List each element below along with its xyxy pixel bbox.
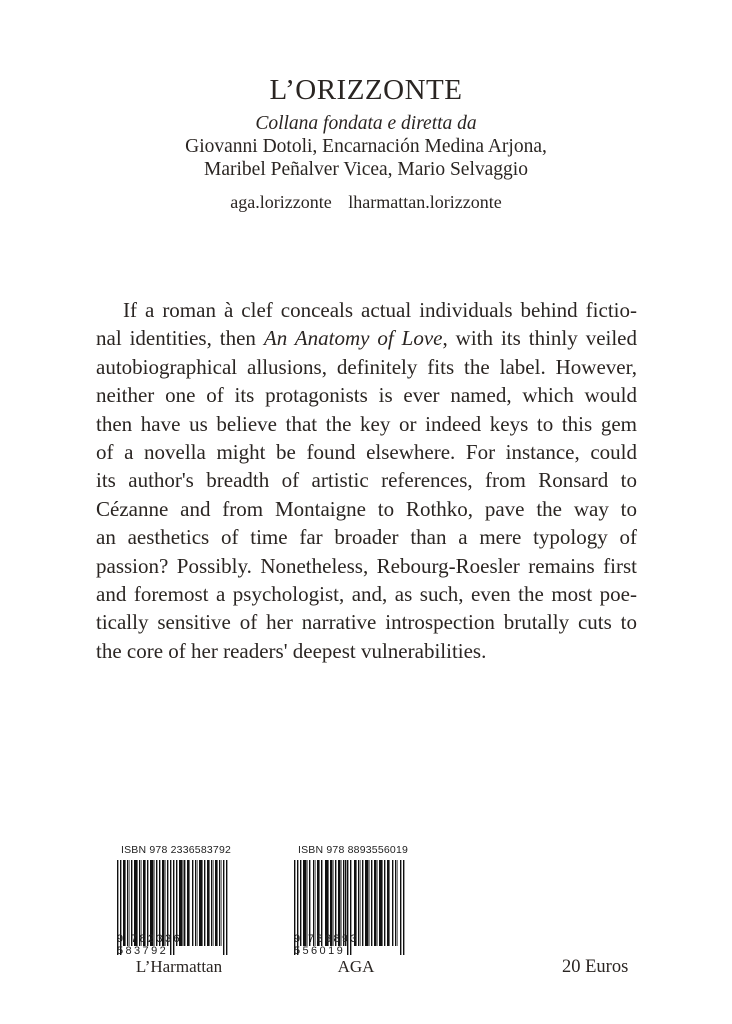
blurb-paragraph: [96, 296, 637, 665]
barcode-digits: 9 788893 556019: [294, 933, 360, 957]
blurb-line: of a novella might be found elsewhere. For instance, could: [96, 439, 637, 464]
blurb-line: Cézanne and from Montaigne to Rothko, pave the way to: [96, 496, 637, 521]
blurb-line: nal identities, then An Anatomy of Love, with its thinly veiled: [96, 326, 637, 351]
directors-line-2: Maribel Peñalver Vicea, Mario Selvaggio: [204, 159, 528, 180]
barcode-digits: 9 782336 583792: [117, 933, 183, 957]
barcode-image: [107, 860, 237, 955]
blurb-line: passion? Possibly. Nonetheless, Rebourg-Roesler remains first: [96, 553, 637, 578]
directors-line-1: Giovanni Dotoli, Encarnación Medina Arjona,: [185, 136, 547, 157]
blurb-line: its author's breadth of artistic references, from Ronsard to: [96, 468, 637, 493]
series-subtitle: Collana fondata e diretta da: [255, 113, 477, 134]
website-lharmattan: lharmattan.lorizzonte: [348, 192, 502, 212]
websites: [0, 191, 732, 213]
blurb-line: and foremost a psychologist, and, as such, even the most poe-: [96, 581, 637, 606]
blurb-line: autobiographical allusions, definitely fits the label. However,: [96, 354, 637, 379]
website-aga: aga.lorizzonte: [230, 192, 332, 212]
book-title: An Anatomy of Love: [263, 326, 443, 351]
blurb-line: an aesthetics of time far broader than a mere typology of: [96, 525, 637, 550]
barcode-image: [284, 860, 414, 955]
isbn-label: ISBN 978 8893556019: [297, 844, 409, 856]
publisher-name: AGA: [337, 957, 375, 976]
publisher-name: L’Harmattan: [135, 957, 223, 976]
blurb-line: neither one of its protagonists is ever named, which would: [96, 383, 637, 408]
barcode-block-aga: [284, 843, 414, 977]
barcode-block-lharmattan: [107, 843, 237, 977]
blurb-line: tically sensitive of her narrative introspection brutally cuts to: [96, 610, 637, 635]
isbn-label: ISBN 978 2336583792: [120, 844, 232, 856]
blurb-line: If a roman à clef conceals actual individuals behind fictio-: [123, 298, 637, 322]
blurb-line: the core of her readers' deepest vulnerabilities.: [96, 638, 487, 663]
price-label: 20 Euros: [562, 957, 629, 977]
series-title: L’ORIZZONTE: [269, 74, 463, 106]
blurb-line: then have us believe that the key or indeed keys to this gem: [96, 411, 637, 436]
series-header: [0, 72, 732, 213]
